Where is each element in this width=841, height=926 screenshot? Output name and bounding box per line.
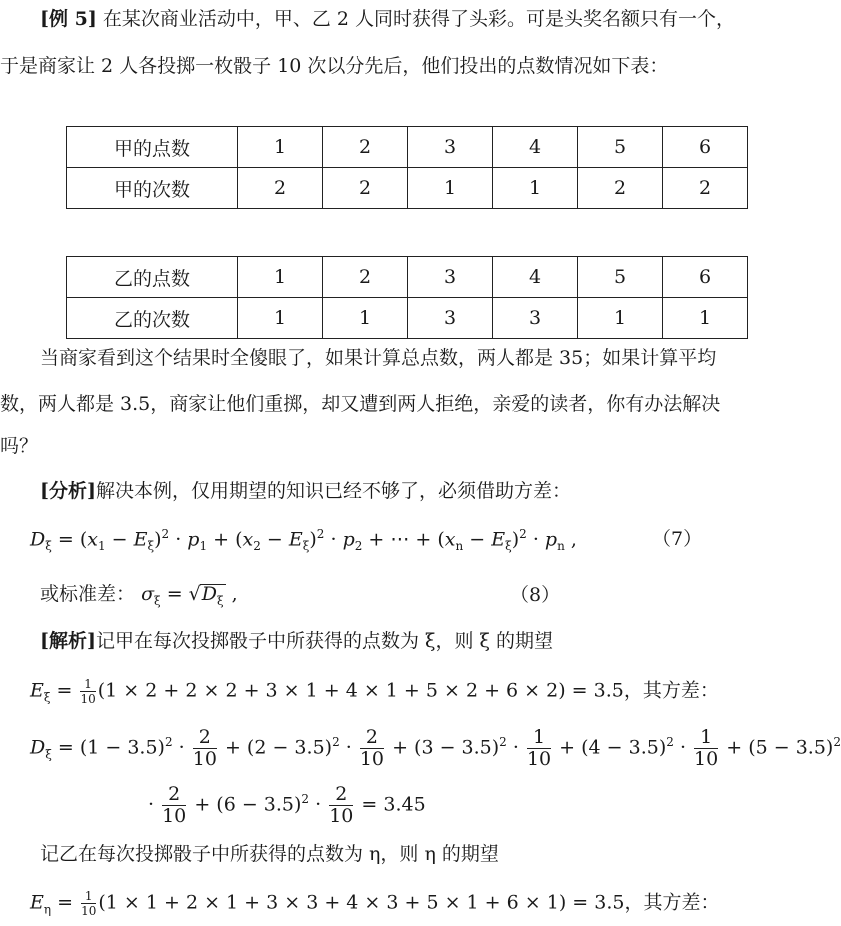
- row-header: 乙的次数: [67, 298, 238, 339]
- expectation-xi-expr: (1 × 2 + 2 × 2 + 3 × 1 + 4 × 1 + 5 × 2 + 6 × 2) = 3.5，其方差：: [97, 679, 719, 702]
- table-row: [67, 127, 748, 168]
- analysis-tag: [分析]: [40, 480, 96, 502]
- table-cell: 4: [493, 127, 578, 168]
- table-cell: 2: [663, 168, 748, 209]
- problem-intro-line-2: 于是商家让 2 人各投掷一枚骰子 10 次以分先后，他们投出的点数情况如下表：: [0, 55, 669, 77]
- row-header: 甲的次数: [67, 168, 238, 209]
- table-cell: 3: [408, 257, 493, 298]
- expectation-xi: $E_\xi$ = $\frac{1}{10}$ (1 × 2 + 2 × 2 + 3 × 1 + 4 × 1 + 5 × 2 + 6 × 2) = 3.5，其方差：: [30, 677, 719, 706]
- table-jia: [66, 126, 748, 209]
- table-cell: 4: [493, 257, 578, 298]
- paragraph-line-3: 吗？: [0, 435, 39, 457]
- formula-7-label: （7）: [652, 528, 703, 550]
- table-cell: 1: [238, 257, 323, 298]
- eta-line: 记乙在每次投掷骰子中所获得的点数为 η，则 η 的期望: [40, 843, 499, 865]
- solution-tag: [解析]: [40, 630, 96, 652]
- std-line: [40, 584, 238, 607]
- solution-line: [40, 632, 553, 651]
- table-cell: 2: [323, 168, 408, 209]
- table-cell: 1: [578, 298, 663, 339]
- table-cell: 5: [578, 127, 663, 168]
- table-cell: 1: [493, 168, 578, 209]
- row-header: 甲的点数: [67, 127, 238, 168]
- table-row: [67, 298, 748, 339]
- variance-xi-line-1: $D_\xi = (1 - 3.5)^2$ · $\frac{2}{10}$ + $(2 - 3.5)^2$ · $\frac{2}{10}$ + $(3 - 3.5)^2$ · $\frac{1}{10}$ + $(4 - 3.5)^2$ · $\frac{1}{10}$ + $(5 - 3.5)^2$: [30, 726, 841, 770]
- intro-text-1: 在某次商业活动中，甲、乙 2 人同时获得了头彩。可是头奖名额只有一个，: [102, 8, 736, 30]
- variance-formula: $D_\xi = (x_1 - E_\xi)^2 \cdot p_1 + (x_2 - E_\xi)^2 \cdot p_2$ + ⋯ + $(x_n - E_\xi)^2 \cdot p_n$ ,: [30, 527, 577, 554]
- variance-xi-line-2: · $\frac{2}{10}$ + $(6 - 3.5)^2$ · $\frac{2}{10}$ = 3.45: [148, 783, 426, 827]
- table-cell: 1: [238, 127, 323, 168]
- table-row: [67, 257, 748, 298]
- table-cell: 2: [323, 257, 408, 298]
- std-text: 或标准差：: [40, 583, 136, 605]
- row-header: 乙的点数: [67, 257, 238, 298]
- table-row: [67, 168, 748, 209]
- table-cell: 2: [238, 168, 323, 209]
- paragraph-line-2: 数，两人都是 3.5，商家让他们重掷，却又遭到两人拒绝，亲爱的读者，你有办法解决: [0, 393, 721, 415]
- table-cell: 3: [493, 298, 578, 339]
- table-cell: 5: [578, 257, 663, 298]
- analysis-text: 解决本例，仅用期望的知识已经不够了，必须借助方差：: [95, 480, 571, 502]
- expectation-eta: $E_\eta$ = $\frac{1}{10}$ (1 × 1 + 2 × 1 + 3 × 3 + 4 × 3 + 5 × 1 + 6 × 1) = 3.5，其方差：: [30, 889, 720, 918]
- expectation-eta-expr: (1 × 1 + 2 × 1 + 3 × 3 + 4 × 3 + 5 × 1 + 6 × 1) = 3.5，其方差：: [98, 891, 720, 914]
- analysis-line: [40, 482, 571, 501]
- table-cell: 3: [408, 127, 493, 168]
- solution-text: 记甲在每次投掷骰子中所获得的点数为 ξ，则 ξ 的期望: [95, 630, 554, 652]
- table-cell: 3: [408, 298, 493, 339]
- problem-intro-line-1: [40, 10, 735, 29]
- table-cell: 6: [663, 257, 748, 298]
- table-cell: 1: [663, 298, 748, 339]
- table-cell: 2: [578, 168, 663, 209]
- table-cell: 1: [238, 298, 323, 339]
- paragraph-line-1: 当商家看到这个结果时全傻眼了，如果计算总点数，两人都是 35；如果计算平均: [40, 347, 717, 369]
- table-cell: 6: [663, 127, 748, 168]
- std-formula: $\sigma_\xi = √D_\xi$ ,: [141, 583, 238, 608]
- table-cell: 1: [408, 168, 493, 209]
- table-cell: 2: [323, 127, 408, 168]
- example-tag: [例 5]: [40, 8, 97, 30]
- table-cell: 1: [323, 298, 408, 339]
- variance-xi-result: = 3.45: [361, 793, 426, 816]
- table-yi: [66, 256, 748, 339]
- formula-8-label: （8）: [510, 584, 561, 606]
